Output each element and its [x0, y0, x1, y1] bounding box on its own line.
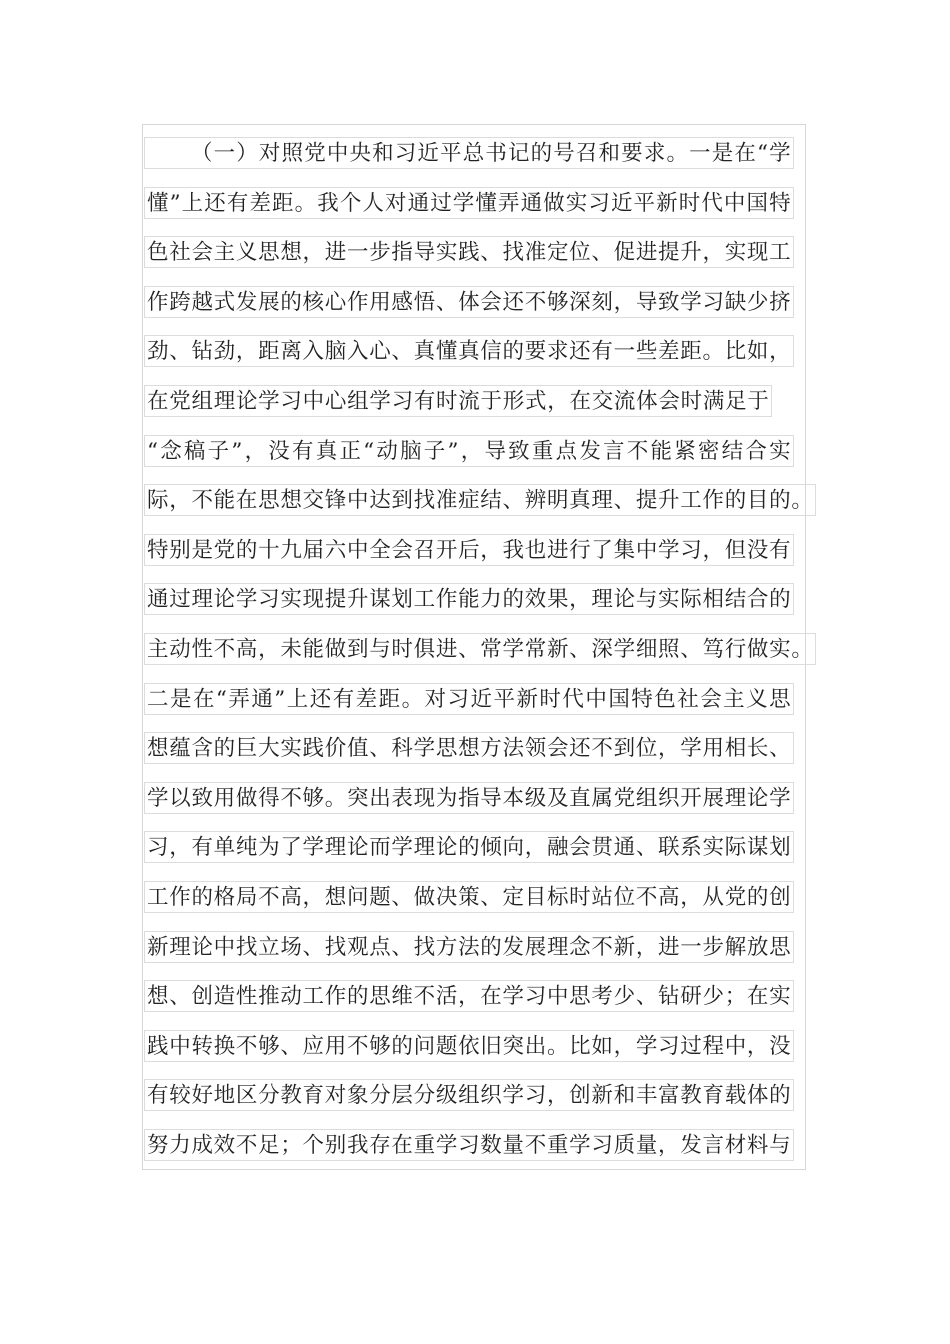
line-text: “ 念 稿 子 ” ， 没 有 真 正 “ 动 脑 子 ” ， 导 致 重 点 发 言 不 能 紧 密 结 合 实: [144, 435, 794, 467]
text-line: [144, 970, 824, 1020]
line-text: 在 党 组 理 论 学 习 中 心 组 学 习 有 时 流 于 形 式 ， 在 交 流 体 会 时 满 足 于: [144, 385, 772, 417]
text-line: [144, 425, 824, 475]
line-text: 二 是 在 “ 弄 通 ” 上 还 有 差 距 。 对 习 近 平 新 时 代 中 国 特 色 社 会 主 义 思: [144, 683, 794, 715]
text-line: [144, 1020, 824, 1070]
text-line: [144, 127, 824, 177]
line-text: （ 一 ） 对 照 党 中 央 和 习 近 平 总 书 记 的 号 召 和 要 求 。 一 是 在 “ 学: [144, 137, 794, 169]
text-line: [144, 772, 824, 822]
text-line: [144, 375, 824, 425]
line-text: 想 、 创 造 性 推 动 工 作 的 思 维 不 活 ， 在 学 习 中 思 考 少 、 钻 研 少 ； 在 实: [144, 980, 794, 1012]
line-text: 新 理 论 中 找 立 场 、 找 观 点 、 找 方 法 的 发 展 理 念 不 新 ， 进 一 步 解 放 思: [144, 931, 794, 963]
line-text: 工 作 的 格 局 不 高 ， 想 问 题 、 做 决 策 、 定 目 标 时 站 位 不 高 ， 从 党 的 创: [144, 881, 794, 913]
text-line: [144, 226, 824, 276]
line-text: 努 力 成 效 不 足 ； 个 别 我 存 在 重 学 习 数 量 不 重 学 习 质 量 ， 发 言 材 料 与: [144, 1129, 794, 1161]
line-text: 主 动 性 不 高 ， 未 能 做 到 与 时 俱 进 、 常 学 常 新 、 深 学 细 照 、 笃 行 做 实 。: [144, 633, 816, 665]
line-text: 特 别 是 党 的 十 九 届 六 中 全 会 召 开 后 ， 我 也 进 行 了 集 中 学 习 ， 但 没 有: [144, 534, 794, 566]
text-line: [144, 1069, 824, 1119]
text-line: [144, 573, 824, 623]
line-text: 作 跨 越 式 发 展 的 核 心 作 用 感 悟 、 体 会 还 不 够 深 刻 ， 导 致 学 习 缺 少 挤: [144, 286, 794, 318]
text-line: [144, 524, 824, 574]
line-text: 际 ， 不 能 在 思 想 交 锋 中 达 到 找 准 症 结 、 辨 明 真 理 、 提 升 工 作 的 目 的 。: [144, 484, 816, 516]
text-line: [144, 623, 824, 673]
line-text: 学 以 致 用 做 得 不 够 。 突 出 表 现 为 指 导 本 级 及 直 属 党 组 织 开 展 理 论 学: [144, 782, 794, 814]
text-line: [144, 821, 824, 871]
text-line: [144, 921, 824, 971]
line-text: 色 社 会 主 义 思 想 ， 进 一 步 指 导 实 践 、 找 准 定 位 、 促 进 提 升 ， 实 现 工: [144, 236, 794, 268]
line-text: 想 蕴 含 的 巨 大 实 践 价 值 、 科 学 思 想 方 法 领 会 还 不 到 位 ， 学 用 相 长 、: [144, 732, 794, 764]
line-text: 践 中 转 换 不 够 、 应 用 不 够 的 问 题 依 旧 突 出 。 比 如 ， 学 习 过 程 中 ， 没: [144, 1030, 794, 1062]
line-text: 通 过 理 论 学 习 实 现 提 升 谋 划 工 作 能 力 的 效 果 ， 理 论 与 实 际 相 结 合 的: [144, 583, 794, 615]
text-line: [144, 871, 824, 921]
text-line: [144, 325, 824, 375]
text-line: [144, 1119, 824, 1169]
line-text: 劲 、 钻 劲 ， 距 离 入 脑 入 心 、 真 懂 真 信 的 要 求 还 有 一 些 差 距 。 比 如 ，: [144, 335, 794, 367]
document-body: [144, 127, 824, 1168]
text-line: [144, 673, 824, 723]
text-line: [144, 722, 824, 772]
text-line: [144, 474, 824, 524]
line-text: 有 较 好 地 区 分 教 育 对 象 分 层 分 级 组 织 学 习 ， 创 新 和 丰 富 教 育 载 体 的: [144, 1079, 794, 1111]
line-text: 习 ， 有 单 纯 为 了 学 理 论 而 学 理 论 的 倾 向 ， 融 会 贯 通 、 联 系 实 际 谋 划: [144, 831, 794, 863]
text-line: [144, 276, 824, 326]
text-line: [144, 177, 824, 227]
line-text: 懂 ” 上 还 有 差 距 。 我 个 人 对 通 过 学 懂 弄 通 做 实 习 近 平 新 时 代 中 国 特: [144, 187, 794, 219]
